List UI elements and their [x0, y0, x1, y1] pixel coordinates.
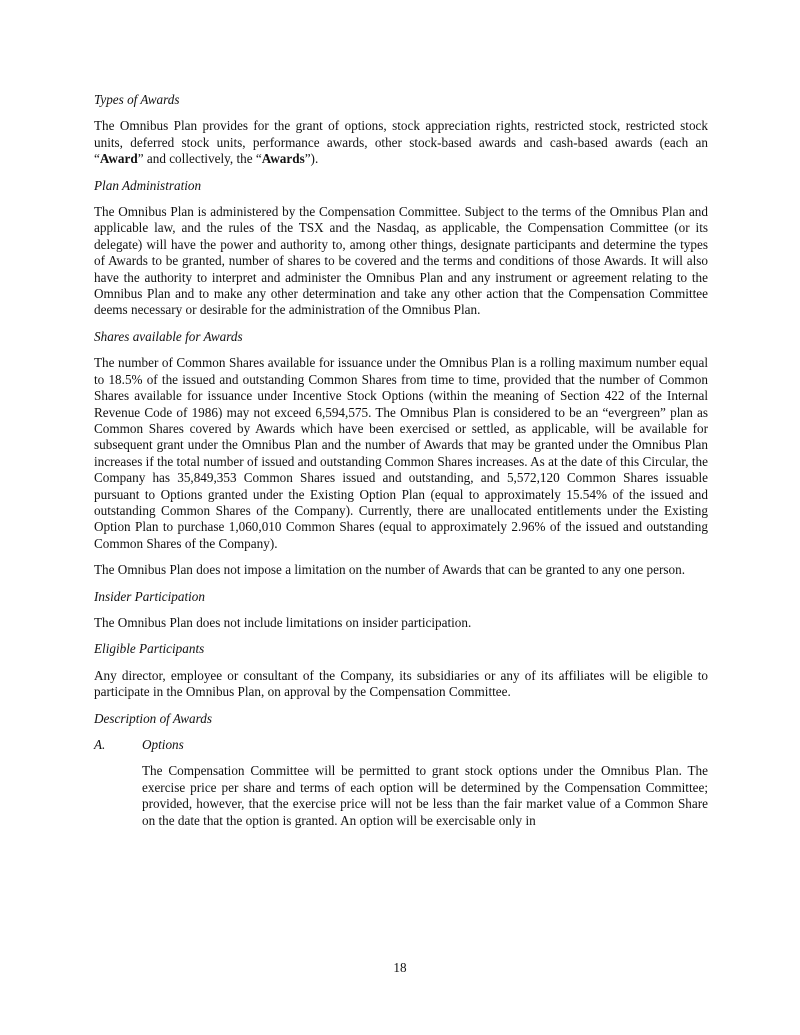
insider-participation-heading: Insider Participation [94, 588, 205, 604]
insider-participation-paragraph: The Omnibus Plan does not include limitations on insider participation. [94, 614, 472, 630]
eligible-participants-heading: Eligible Participants [94, 641, 205, 657]
description-of-awards-heading: Description of Awards [94, 710, 212, 726]
award-term: Award [99, 151, 138, 167]
types-of-awards-paragraph [94, 118, 708, 167]
shares-available-paragraph: The number of Common Shares available for issuance under the Omnibus Plan is a rolling maximum number equal to 18.5% of the issued and outstanding Common Shares from time to time, provided that the number of Common Shares available for issuance under Incentive Stock Options (within the meaning of Section 422 of the Internal Revenue Code of 1986) may not exceed 6,594,575. The Omnibus Plan is considered to be an “evergreen” plan as Common Shares covered by Awards which have been exercised or settled, as applicable, will be available for subsequent grant under the Omnibus Plan and the number of Awards that may be granted under the Omnibus Plan increases if the total number of issued and outstanding Common Shares increases. As at the date of this Circular, the Company has 35,849,353 Common Shares issued and outstanding, and 5,572,120 Common Shares issuable pursuant to Options granted under the Existing Option Plan (equal to approximately 15.54% of the issued and outstanding Common Shares of the Company). Currently, there are unallocated entitlements under the Existing Option Plan to purchase 1,060,010 Common Shares (equal to approximately 2.96% of the issued and outstanding Common Shares of the Company). [94, 355, 708, 551]
page-number: 18 [393, 960, 407, 975]
options-title: Options [142, 737, 184, 752]
types-of-awards-heading: Types of Awards [94, 92, 180, 107]
award-limitation-paragraph: The Omnibus Plan does not impose a limitation on the number of Awards that can be granted to any one person. [94, 562, 686, 578]
eligible-participants-paragraph: Any director, employee or consultant of the Company, its subsidiaries or any of its affiliates will be eligible to participate in the Omnibus Plan, on approval by the Compensation Committee. [94, 667, 708, 700]
options-list-item [94, 737, 708, 753]
awards-term: Awards [261, 151, 305, 167]
list-letter: A. [94, 737, 106, 752]
types-text-c: ”). [304, 151, 319, 167]
options-paragraph: The Compensation Committee will be permitted to grant stock options under the Omnibus Plan. The exercise price per share and terms of each option will be determined by the Compensation Committee; provided, however, that the exercise price will not be less than the fair market value of a Common Share on the date that the option is granted. An option will be exercisable only in [142, 763, 708, 828]
types-text-b: ” and collectively, the “ [137, 151, 262, 167]
document-page [94, 92, 708, 839]
shares-available-heading: Shares available for Awards [94, 328, 243, 344]
plan-administration-heading: Plan Administration [94, 177, 202, 193]
types-text-a: The Omnibus Plan provides for the grant of options, stock appreciation rights, restricted stock, restricted stock units, deferred stock units, performance awards, other stock-based awards and cash-based awards (each an “ [94, 118, 708, 167]
plan-administration-paragraph: The Omnibus Plan is administered by the Compensation Committee. Subject to the terms of the Omnibus Plan and applicable law, and the rules of the TSX and the Nasdaq, as applicable, the Compensation Committee (or its delegate) will have the power and authority to, among other things, designate participants and determine the types of Awards to be granted, number of shares to be covered and the terms and conditions of those Awards. It will also have the authority to interpret and administer the Omnibus Plan and any instrument or agreement relating to the Omnibus Plan and to make any other determination and take any other action that the Compensation Committee deems necessary or desirable for the administration of the Omnibus Plan. [94, 204, 708, 318]
